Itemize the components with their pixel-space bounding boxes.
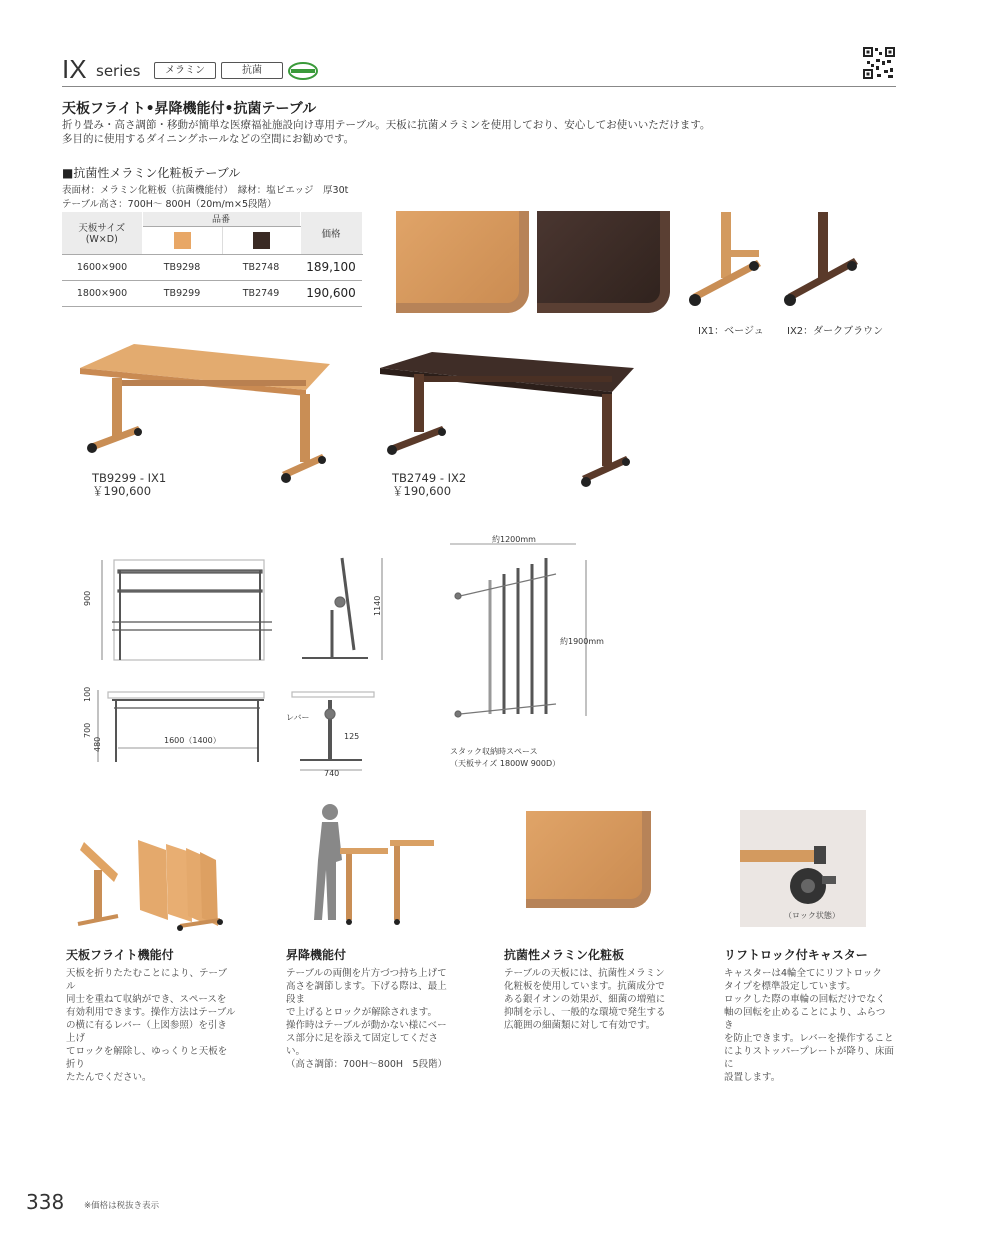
price-cell: 190,600 bbox=[300, 280, 362, 306]
product-image-brown-table bbox=[376, 350, 636, 490]
feature-image-melamine bbox=[526, 811, 651, 908]
dim-1140: 1140 bbox=[373, 595, 382, 616]
product-price: ￥190,600 bbox=[392, 484, 452, 498]
page-title: 天板フライト•昇降機能付•抗菌テーブル bbox=[62, 101, 317, 117]
price-cell: 189,100 bbox=[300, 254, 362, 280]
spec-material: 表面材：メラミン化粧板（抗菌機能付） 縁材：塩ビエッジ 厚30t bbox=[62, 185, 349, 196]
feature-line: てロックを解除し、ゆっくりと天板を折り bbox=[66, 1046, 228, 1070]
series-code: IX bbox=[62, 54, 87, 84]
product-caption-2 bbox=[392, 472, 466, 498]
feature-line: 設置します。 bbox=[724, 1072, 781, 1083]
brown-leg-image bbox=[780, 208, 870, 316]
size-cell: 1800×900 bbox=[62, 280, 142, 306]
brown-top-closeup bbox=[537, 211, 670, 313]
size-header-sub: (W×D) bbox=[85, 234, 118, 246]
feature-line: で上げるとロックが解除されます。 bbox=[286, 1007, 438, 1018]
feature-image-lifting bbox=[296, 800, 438, 930]
code-cell: TB9299 bbox=[142, 280, 222, 306]
feature-text bbox=[66, 967, 236, 1084]
dim-1600: 1600（1400） bbox=[164, 736, 221, 745]
dimension-drawing bbox=[78, 540, 398, 780]
tag-antibacterial: 抗菌 bbox=[221, 62, 283, 79]
feature-line: タイプを標準設定しています。 bbox=[724, 981, 856, 992]
feature-line: 高さを調節します。下げる際は、最上段ま bbox=[286, 981, 447, 1005]
feature-title: 天板フライト機能付 bbox=[66, 948, 174, 962]
page-number: 338 bbox=[26, 1190, 65, 1214]
spec-heading: ■抗菌性メラミン化粧板テーブル bbox=[62, 166, 241, 180]
feature-title: 昇降機能付 bbox=[286, 948, 347, 962]
feature-line: 同士を重ねて収納ができ、スペースを bbox=[66, 994, 227, 1005]
feature-line: たたんでください。 bbox=[66, 1072, 152, 1083]
brown-swatch bbox=[253, 232, 270, 249]
product-image-beige-table bbox=[76, 340, 336, 486]
feature-title: 抗菌性メラミン化粧板 bbox=[504, 948, 625, 962]
price-header: 価格 bbox=[300, 212, 362, 254]
stack-drawing bbox=[446, 534, 616, 770]
leg-label-brown: IX2：ダークブラウン bbox=[787, 326, 884, 337]
brown-swatch-cell bbox=[222, 226, 300, 254]
feature-line: テーブルの天板には、抗菌性メラミン bbox=[504, 968, 665, 979]
feature-line: ス部分に足を添えて固定してください。 bbox=[286, 1033, 439, 1057]
tag-melamine: メラミン bbox=[154, 62, 216, 79]
spec-height: テーブル高さ：700H～ 800H（20m/m×5段階） bbox=[62, 199, 277, 210]
feature-line: 操作時はテーブルが動かない様にベー bbox=[286, 1020, 447, 1031]
table-row bbox=[62, 254, 362, 280]
dim-740: 740 bbox=[324, 769, 340, 778]
product-caption-1 bbox=[92, 472, 166, 498]
dim-1900: 約1900mm bbox=[560, 637, 604, 646]
feature-line: を防止できます。レバーを操作すること bbox=[724, 1033, 894, 1044]
feature-line: 天板を折りたたむことにより、テーブル bbox=[66, 968, 228, 992]
feature-line: 軸の回転を止めることにより、ふらつき bbox=[724, 1007, 886, 1031]
price-table bbox=[62, 212, 363, 307]
stack-label-1: スタック収納時スペース bbox=[450, 747, 538, 756]
caster-caption: （ロック状態） bbox=[784, 911, 840, 920]
feature-line: 有効利用できます。操作方法はテーブル bbox=[66, 1007, 236, 1018]
feature-lifting bbox=[286, 946, 456, 1071]
size-header-label: 天板サイズ bbox=[78, 223, 126, 235]
feature-line: キャスターは4輪全てにリフトロック bbox=[724, 968, 882, 979]
product-price: ￥190,600 bbox=[92, 484, 152, 498]
dim-900: 900 bbox=[83, 590, 92, 606]
description-line: 折り畳み・高さ調節・移動が簡単な医療福祉施設向け専用テーブル。天板に抗菌メラミンを使用しており、安心してお使いいただけます。 bbox=[62, 119, 711, 131]
beige-swatch-cell bbox=[142, 226, 222, 254]
series-word: series bbox=[96, 62, 141, 80]
size-cell: 1600×900 bbox=[62, 254, 142, 280]
product-name: TB2749 - IX2 bbox=[392, 471, 467, 485]
dim-1200: 約1200mm bbox=[492, 535, 536, 544]
feature-line: 化粧板を使用しています。抗菌成分で bbox=[504, 981, 665, 992]
feature-line: によりストッパープレートが降り、床面に bbox=[724, 1046, 894, 1070]
feature-melamine bbox=[504, 946, 674, 1032]
qr-code-icon[interactable] bbox=[862, 46, 896, 80]
feature-folding bbox=[66, 946, 236, 1084]
feature-caster bbox=[724, 946, 894, 1084]
size-header bbox=[62, 212, 142, 254]
product-name: TB9299 - IX1 bbox=[92, 471, 167, 485]
green-mark-logo bbox=[287, 62, 319, 80]
feature-image-folding bbox=[70, 830, 245, 940]
table-row bbox=[62, 280, 362, 306]
beige-swatch bbox=[174, 232, 191, 249]
feature-title: リフトロック付キャスター bbox=[724, 948, 868, 962]
description bbox=[62, 118, 782, 146]
code-cell: TB2748 bbox=[222, 254, 300, 280]
feature-line: 抑制を示し、一般的な環境で発生する bbox=[504, 1007, 666, 1018]
price-note: ※価格は税抜き表示 bbox=[84, 1201, 160, 1211]
dim-700: 700 bbox=[83, 722, 92, 738]
feature-line: ある銀イオンの効果が、細菌の増殖に bbox=[504, 994, 666, 1005]
dim-480: 480 bbox=[93, 736, 102, 752]
feature-line: 広範囲の細菌類に対して有効です。 bbox=[504, 1020, 656, 1031]
feature-text bbox=[286, 967, 456, 1071]
header-rule bbox=[62, 86, 896, 87]
feature-line: ロックした際の車輪の回転だけでなく bbox=[724, 994, 886, 1005]
code-cell: TB9298 bbox=[142, 254, 222, 280]
dim-100: 100 bbox=[83, 686, 92, 702]
leg-label-beige: IX1：ベージュ bbox=[698, 326, 764, 337]
feature-text bbox=[504, 967, 674, 1032]
dim-125: 125 bbox=[344, 732, 360, 741]
lever-label: レバー bbox=[286, 713, 310, 722]
feature-image-caster bbox=[740, 810, 866, 927]
feature-line: テーブルの両側を片方づつ持ち上げて bbox=[286, 968, 447, 979]
feature-line: （高さ調節：700H～800H 5段階） bbox=[286, 1059, 448, 1070]
code-header: 品番 bbox=[142, 212, 300, 226]
feature-line: の横に有るレバー（上図参照）を引き上げ bbox=[66, 1020, 227, 1044]
stack-label-2: （天板サイズ 1800W 900D） bbox=[450, 759, 561, 768]
code-cell: TB2749 bbox=[222, 280, 300, 306]
feature-text bbox=[724, 967, 894, 1084]
description-line: 多目的に使用するダイニングホールなどの空間にお勧めです。 bbox=[62, 133, 355, 145]
beige-leg-image bbox=[685, 208, 775, 316]
beige-top-closeup bbox=[396, 211, 529, 313]
